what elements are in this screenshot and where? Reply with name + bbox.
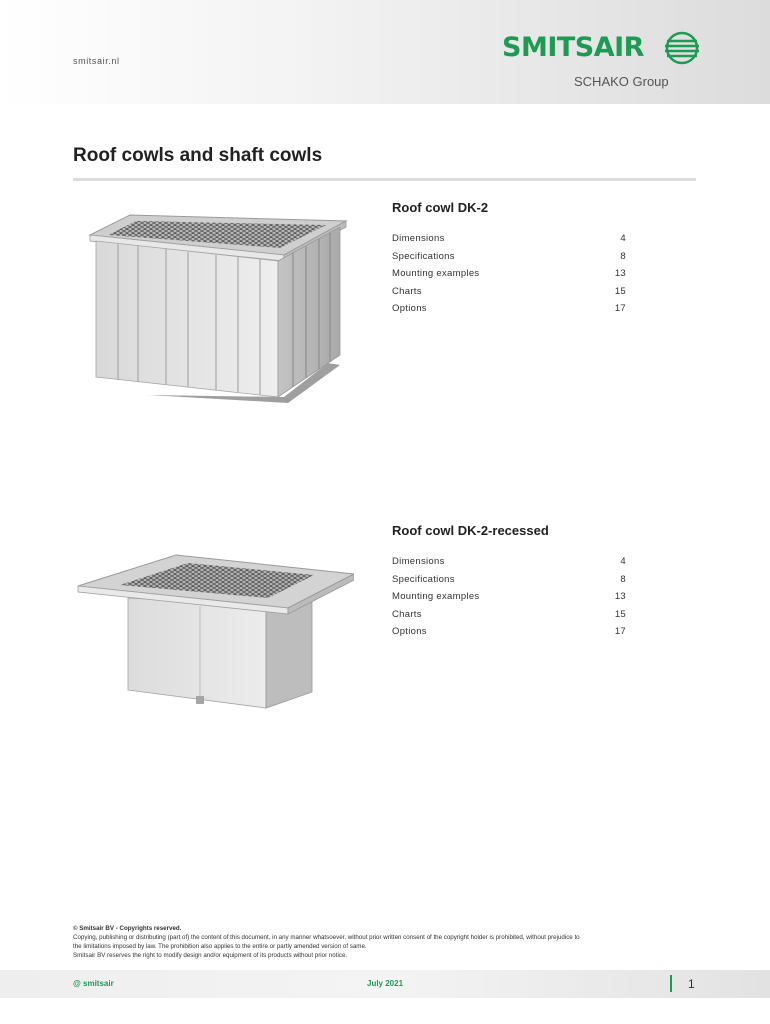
legal-line: the limitations imposed by law. The prohibition also applies to the entire or partly amended version of same. — [73, 943, 367, 950]
section-roof-cowl-dk2 — [392, 200, 626, 320]
roof-cowl-dk2-photo — [88, 205, 350, 405]
page-title: Roof cowls and shaft cowls — [73, 145, 323, 166]
legal-line: Smitsair BV reserves the right to modify design and/or equipment of its products without prior notice. — [73, 952, 348, 959]
smitsair-logo — [502, 28, 702, 90]
site-url[interactable]: smitsair.nl — [73, 56, 120, 66]
toc-item[interactable]: Charts 15 — [392, 285, 626, 297]
table-of-contents — [392, 232, 626, 320]
toc-item[interactable]: Specifications 8 — [392, 250, 626, 262]
copyright-line: © Smitsair BV - Copyrights reserved. — [73, 925, 182, 932]
toc-item[interactable]: Options 17 — [392, 303, 626, 315]
page-footer — [0, 970, 770, 998]
title-divider — [73, 178, 696, 181]
legal-notice — [73, 924, 703, 960]
legal-line: Copying, publishing or distributing (part of) the content of this document, in any manner whatsoever, without prior written consent of the copyright holder is prohibited, without prejudice to — [73, 934, 580, 941]
toc-item[interactable]: Charts 15 — [392, 608, 626, 620]
section-roof-cowl-dk2-recessed — [392, 523, 626, 643]
toc-item[interactable]: Dimensions 4 — [392, 556, 626, 567]
toc-item[interactable]: Options 17 — [392, 626, 626, 638]
footer-brand: @ smitsair — [73, 979, 114, 988]
toc-item[interactable]: Dimensions 4 — [392, 233, 626, 244]
section-title: Roof cowl DK-2 — [392, 200, 489, 215]
toc-item[interactable]: Mounting examples 13 — [392, 591, 626, 603]
page-header — [0, 0, 770, 104]
footer-divider — [670, 975, 672, 992]
roof-cowl-dk2-recessed-photo — [76, 550, 354, 710]
logo-wordmark: SMITSAIR — [502, 32, 644, 63]
page-number: 1 — [688, 977, 695, 991]
table-of-contents — [392, 555, 626, 643]
section-title: Roof cowl DK-2-recessed — [392, 523, 549, 538]
logo-globe-icon — [665, 31, 699, 65]
logo-subtitle: SCHAKO Group — [574, 74, 669, 89]
footer-date: July 2021 — [367, 979, 404, 988]
toc-item[interactable]: Specifications 8 — [392, 573, 626, 585]
toc-item[interactable]: Mounting examples 13 — [392, 268, 626, 280]
